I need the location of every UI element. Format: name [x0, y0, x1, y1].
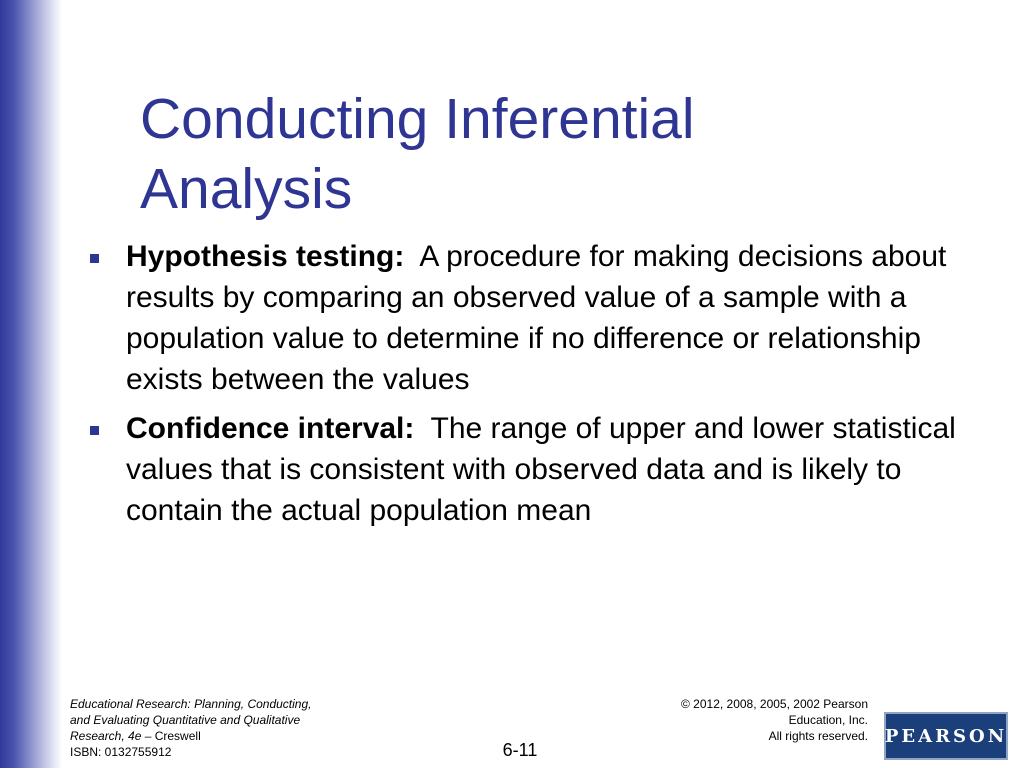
bullet-definition: The range of upper and lower statistical values that is consistent with observed data and is likely to contain the actual population mean	[126, 412, 956, 527]
footer-isbn: ISBN: 0132755912	[70, 745, 172, 759]
square-bullet-icon	[90, 426, 99, 435]
footer-copyright	[600, 696, 868, 744]
bullet-term: Confidence interval:	[126, 412, 415, 445]
pearson-logo	[884, 712, 1008, 760]
footer-author: Creswell	[151, 729, 201, 743]
logo-text: PEARSON	[884, 725, 1008, 747]
bullet-list	[88, 236, 988, 539]
copyright-line-1: © 2012, 2008, 2005, 2002 Pearson	[681, 697, 868, 711]
slide-title-line-1: Conducting Inferential	[140, 87, 695, 152]
bullet-definition: A procedure for making decisions about results by comparing an observed value of a sample with a population value to determine if no difference or relationship exists between the values	[126, 240, 947, 396]
square-bullet-icon	[90, 254, 99, 263]
slide-title	[140, 84, 980, 224]
slide-title-line-2: Analysis	[140, 157, 353, 222]
decorative-side-gradient	[0, 0, 62, 768]
footer-book-line-2: and Evaluating Quantitative and Qualitative	[70, 713, 301, 727]
bullet-term: Hypothesis testing:	[126, 240, 405, 273]
copyright-line-2: Education, Inc.	[788, 713, 868, 727]
footer-book-line-1: Educational Research: Planning, Conducting,	[70, 697, 312, 711]
footer-edition: Research, 4e –	[70, 729, 152, 743]
page-number: 6-11	[502, 740, 538, 760]
footer-book-line-3	[70, 728, 400, 744]
bullet-hypothesis-testing	[88, 236, 988, 400]
bullet-confidence-interval	[88, 408, 988, 531]
footer-citation	[70, 696, 400, 760]
copyright-line-3: All rights reserved.	[768, 729, 868, 743]
